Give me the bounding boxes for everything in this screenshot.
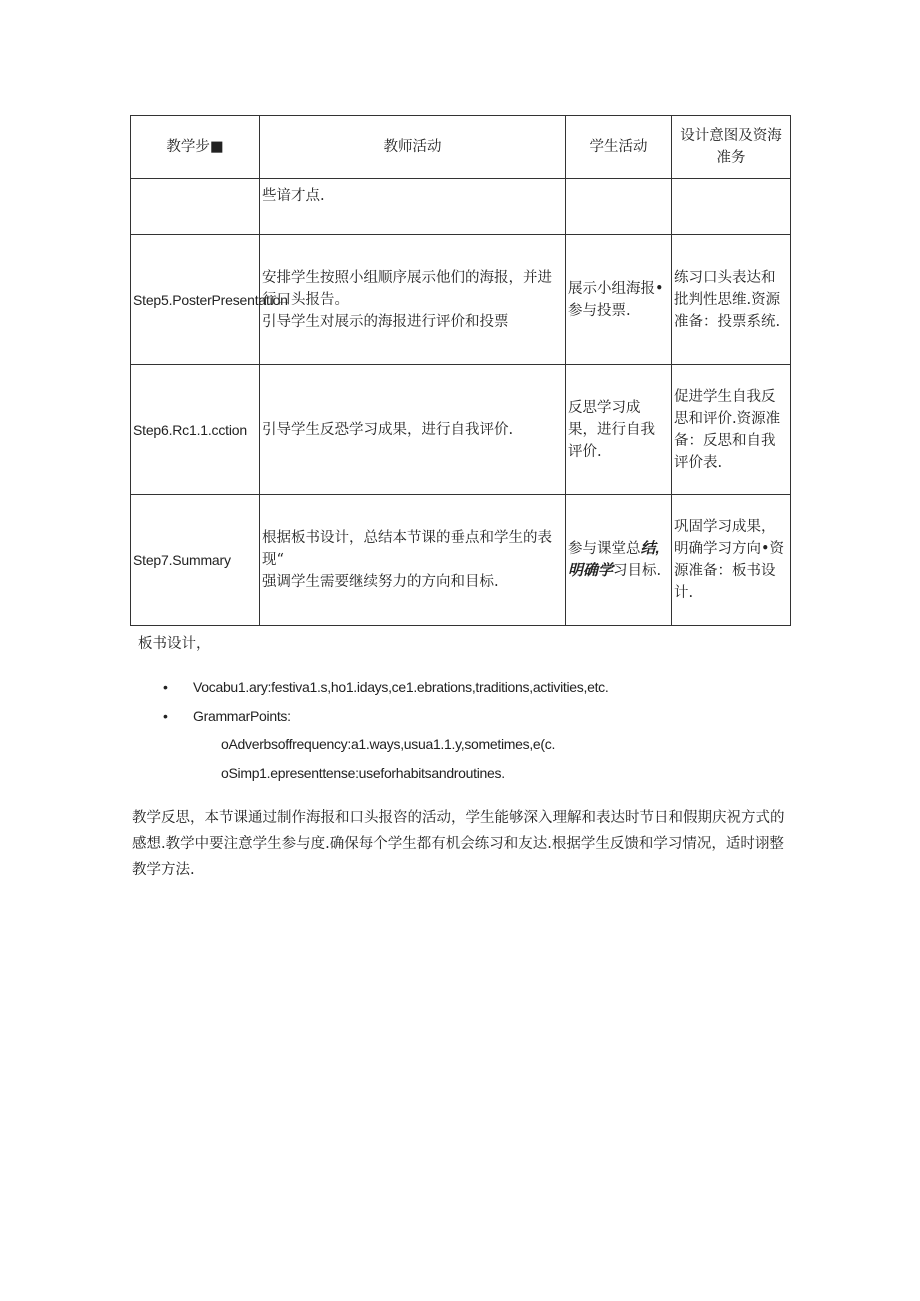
design-intent-text: 练习口头表达和批判性思维.资源准备：投票系统. xyxy=(674,269,781,330)
teacher-activity-text: 引导学生反恐学习成果，进行自我评价. xyxy=(262,421,514,438)
step-cell: Step7.Summary xyxy=(131,495,260,626)
table-row xyxy=(131,495,791,626)
student-activity-text: 参与课堂总 xyxy=(568,541,641,557)
step-cell xyxy=(131,179,260,235)
table-row xyxy=(131,235,791,365)
teacher-activity-text: 强调学生需要继续努力的方向和目标. xyxy=(262,574,499,590)
vocabulary-text: Vocabu1.ary:festiva1.s,ho1.idays,ce1.ebrations,traditions,activities,etc. xyxy=(193,679,609,695)
grammar-sub-list xyxy=(221,733,555,791)
step-cell: Step6.Rc1.1.cction xyxy=(131,365,260,495)
design-intent-cell xyxy=(672,365,791,495)
design-intent-cell xyxy=(672,235,791,365)
list-item: oAdverbsoffrequency:a1.ways,usua1.1.y,sometimes,e(c. xyxy=(221,736,556,752)
step-cell: Step5.PosterPresentation xyxy=(131,235,260,365)
student-activity-cell xyxy=(566,365,672,495)
header-teacher-activity: 教师活动 xyxy=(260,116,566,179)
student-activity-cell xyxy=(566,179,672,235)
table-row xyxy=(131,179,791,235)
teacher-activity-text: 引导学生对展示的海报进行评价和投票 xyxy=(262,313,509,330)
student-activity-cell xyxy=(566,495,672,626)
header-step: 教学步■ xyxy=(131,116,260,179)
table-header-row xyxy=(131,116,791,179)
bullet-icon: • xyxy=(163,708,168,724)
board-bullet-list xyxy=(163,676,608,734)
table-row xyxy=(131,365,791,495)
bullet-icon: • xyxy=(163,679,168,695)
design-intent-text: 促进学生自我反思和评价.资源准备：反思和自我评价表. xyxy=(674,388,781,471)
student-activity-text: 反思学习成果，进行自我评价. xyxy=(568,399,655,460)
student-activity-text: 习目标. xyxy=(613,563,662,579)
board-design-title: 板书设计， xyxy=(138,636,211,652)
lesson-plan-table xyxy=(130,115,791,626)
design-intent-cell xyxy=(672,495,791,626)
teacher-activity-text: 根据板书设计，总结本节课的垂点和学生的表现“ xyxy=(262,530,552,568)
header-design-intent: 设计意图及资海准务 xyxy=(672,116,791,179)
student-activity-emphasis: 结,明确学 xyxy=(568,540,660,579)
teacher-activity-text: 些谙才点. xyxy=(262,188,325,204)
design-intent-text: 巩固学习成果，明确学习方向•资源准备：板书设计. xyxy=(674,519,785,601)
list-item: oSimp1.epresenttense:useforhabitsandroutines. xyxy=(221,765,505,781)
teacher-activity-cell xyxy=(260,495,566,626)
teaching-reflection: 教学反思，本节课通过制作海报和口头报咨的活动，学生能够深入理解和表达时节日和假期庆祝方式的感想.教学中要注意学生参与度.确保每个学生都有机会练习和友达.根据学生反馈和学习情况，适时诩整教学方法. xyxy=(132,810,785,878)
teacher-activity-cell xyxy=(260,365,566,495)
teacher-activity-cell xyxy=(260,179,566,235)
list-item xyxy=(163,705,608,734)
student-activity-cell xyxy=(566,235,672,365)
grammar-points-text: GrammarPoints: xyxy=(193,708,291,724)
list-item xyxy=(163,676,608,705)
design-intent-cell xyxy=(672,179,791,235)
student-activity-text: 展示小组海报•参与投票. xyxy=(568,280,664,319)
teacher-activity-text: 安排学生按照小组顺序展示他们的海报，并进行口头报告。 xyxy=(262,269,552,308)
teacher-activity-cell xyxy=(260,235,566,365)
header-student-activity: 学生活动 xyxy=(566,116,672,179)
